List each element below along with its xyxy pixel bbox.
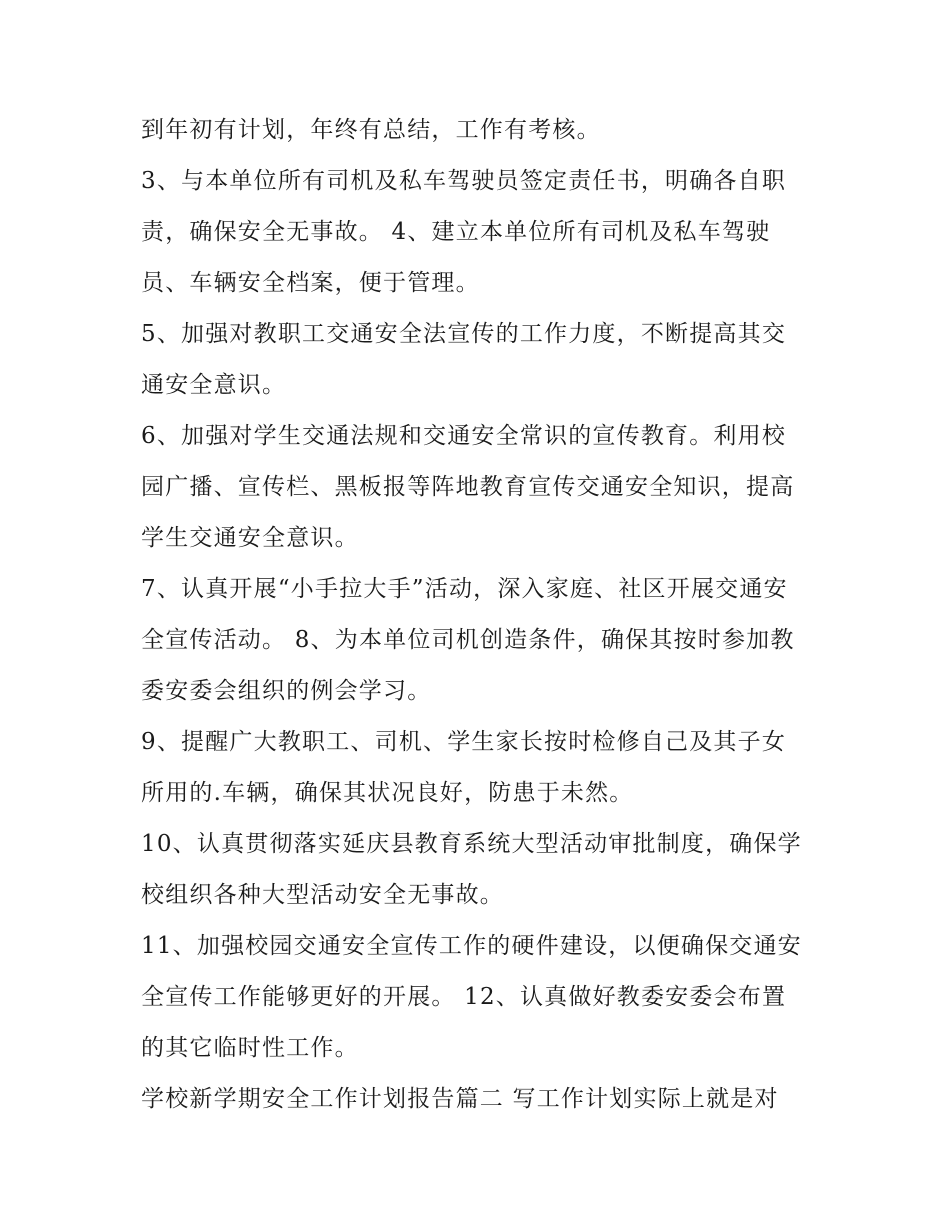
text-line-3: 责，确保安全无事故。 4、建立本单位所有司机及私车驾驶 — [141, 219, 771, 245]
document-body — [141, 108, 821, 1128]
text-line-10: 7、认真开展“小手拉大手”活动，深入家庭、社区开展交通安 — [141, 576, 788, 602]
text-line-4: 员、车辆安全档案，便于管理。 — [141, 270, 480, 296]
text-line-8: 园广播、宣传栏、黑板报等阵地教育宣传交通安全知识，提高 — [141, 474, 795, 500]
text-line-20: 学校新学期安全工作计划报告篇二 写工作计划实际上就是对 — [141, 1086, 779, 1112]
text-line-13: 9、提醒广大教职工、司机、学生家长按时检修自己及其子女 — [141, 729, 787, 755]
text-line-19: 的其它临时性工作。 — [141, 1035, 359, 1061]
text-line-2: 3、与本单位所有司机及私车驾驶员签定责任书，明确各自职 — [141, 168, 787, 194]
text-line-9: 学生交通安全意识。 — [141, 525, 359, 551]
text-line-1: 到年初有计划，年终有总结，工作有考核。 — [141, 117, 601, 143]
text-line-15: 10、认真贯彻落实延庆县教育系统大型活动审批制度，确保学 — [141, 831, 802, 857]
text-line-18: 全宣传工作能够更好的开展。 12、认真做好教委安委会布置 — [141, 984, 787, 1010]
text-line-14: 所用的.车辆，确保其状况良好，防患于未然。 — [141, 780, 634, 806]
text-line-7: 6、加强对学生交通法规和交通安全常识的宣传教育。利用校 — [141, 423, 787, 449]
text-line-12: 委安委会组织的例会学习。 — [141, 678, 432, 704]
text-line-16: 校组织各种大型活动安全无事故。 — [141, 882, 504, 908]
text-line-6: 通安全意识。 — [141, 372, 287, 398]
text-line-11: 全宣传活动。 8、为本单位司机创造条件，确保其按时参加教 — [141, 627, 795, 653]
text-line-17: 11、加强校园交通安全宣传工作的硬件建设，以便确保交通安 — [141, 933, 802, 959]
text-line-5: 5、加强对教职工交通安全法宣传的工作力度，不断提高其交 — [141, 321, 787, 347]
